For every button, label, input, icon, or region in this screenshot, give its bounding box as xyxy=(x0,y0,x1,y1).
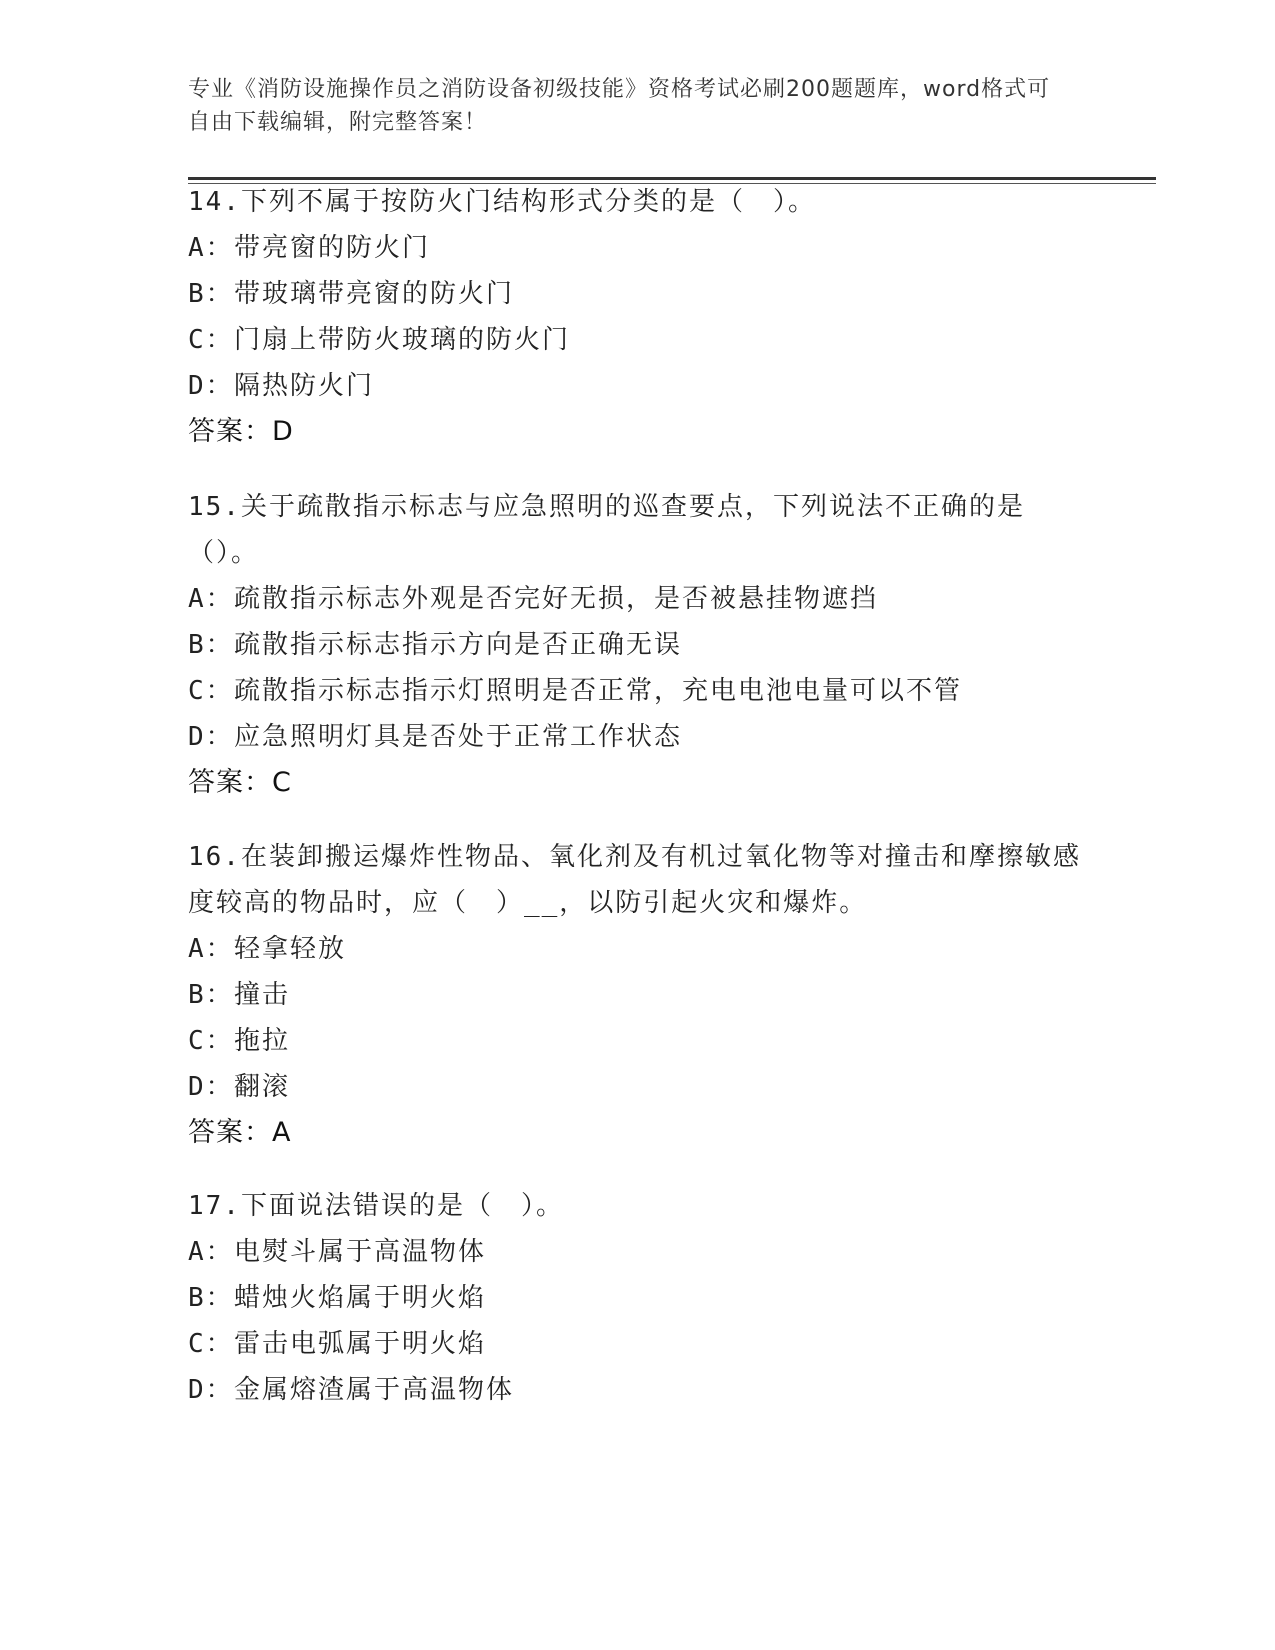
option-b xyxy=(188,972,1088,1018)
option-key: A： xyxy=(188,1237,234,1267)
option-key: D： xyxy=(188,722,234,752)
option-d xyxy=(188,363,1088,409)
option-key: A： xyxy=(188,233,234,263)
option-text: 蜡烛火焰属于明火焰 xyxy=(234,1283,487,1313)
option-key: C： xyxy=(188,325,234,355)
option-text: 门扇上带防火玻璃的防火门 xyxy=(234,325,571,355)
option-key: C： xyxy=(188,1026,234,1056)
option-c xyxy=(188,1018,1088,1064)
option-key: A： xyxy=(188,934,234,964)
answer-line: 答案：C xyxy=(188,767,292,798)
option-text: 应急照明灯具是否处于正常工作状态 xyxy=(234,722,683,752)
question-14 xyxy=(188,179,1088,455)
option-key: D： xyxy=(188,1072,234,1102)
option-a xyxy=(188,576,1088,622)
option-text: 翻滚 xyxy=(234,1072,291,1102)
option-text: 雷击电弧属于明火焰 xyxy=(234,1329,487,1359)
option-text: 电熨斗属于高温物体 xyxy=(234,1237,487,1267)
option-b xyxy=(188,1275,1088,1321)
option-text: 带玻璃带亮窗的防火门 xyxy=(234,279,515,309)
question-15 xyxy=(188,484,1088,806)
option-d xyxy=(188,1367,1088,1413)
question-stem: 14.下列不属于按防火门结构形式分类的是（ ）。 xyxy=(188,187,816,217)
question-stem: 17.下面说法错误的是（ ）。 xyxy=(188,1191,564,1221)
option-key: C： xyxy=(188,1329,234,1359)
option-d xyxy=(188,1064,1088,1110)
option-text: 拖拉 xyxy=(234,1026,291,1056)
option-text: 疏散指示标志指示灯照明是否正常，充电电池电量可以不管 xyxy=(234,676,963,706)
document-header: 专业《消防设施操作员之消防设备初级技能》资格考试必刷200题题库，word格式可自由下载编辑，附完整答案！ xyxy=(188,77,1051,135)
answer-line: 答案：D xyxy=(188,416,294,447)
option-c xyxy=(188,668,1088,714)
option-c xyxy=(188,1321,1088,1367)
option-a xyxy=(188,926,1088,972)
option-key: B： xyxy=(188,1283,234,1313)
question-stem: 16.在装卸搬运爆炸性物品、氧化剂及有机过氧化物等对撞击和摩擦敏感度较高的物品时，应（ ）__，以防引起火灾和爆炸。 xyxy=(188,842,1081,918)
option-d xyxy=(188,714,1088,760)
option-a xyxy=(188,1229,1088,1275)
question-16 xyxy=(188,834,1088,1156)
option-key: B： xyxy=(188,980,234,1010)
option-key: C： xyxy=(188,676,234,706)
option-text: 疏散指示标志指示方向是否正确无误 xyxy=(234,630,683,660)
option-text: 疏散指示标志外观是否完好无损，是否被悬挂物遮挡 xyxy=(234,584,879,614)
option-text: 轻拿轻放 xyxy=(234,934,347,964)
option-key: B： xyxy=(188,279,234,309)
option-text: 金属熔渣属于高温物体 xyxy=(234,1375,515,1405)
option-key: A： xyxy=(188,584,234,614)
option-key: B： xyxy=(188,630,234,660)
question-stem: 15.关于疏散指示标志与应急照明的巡查要点，下列说法不正确的是（）。 xyxy=(188,492,1025,568)
option-text: 撞击 xyxy=(234,980,291,1010)
option-b xyxy=(188,622,1088,668)
question-17 xyxy=(188,1183,1088,1413)
option-key: D： xyxy=(188,1375,234,1405)
option-key: D： xyxy=(188,371,234,401)
option-a xyxy=(188,225,1088,271)
option-text: 隔热防火门 xyxy=(234,371,375,401)
option-text: 带亮窗的防火门 xyxy=(234,233,431,263)
answer-line: 答案：A xyxy=(188,1117,292,1148)
option-b xyxy=(188,271,1088,317)
option-c xyxy=(188,317,1088,363)
